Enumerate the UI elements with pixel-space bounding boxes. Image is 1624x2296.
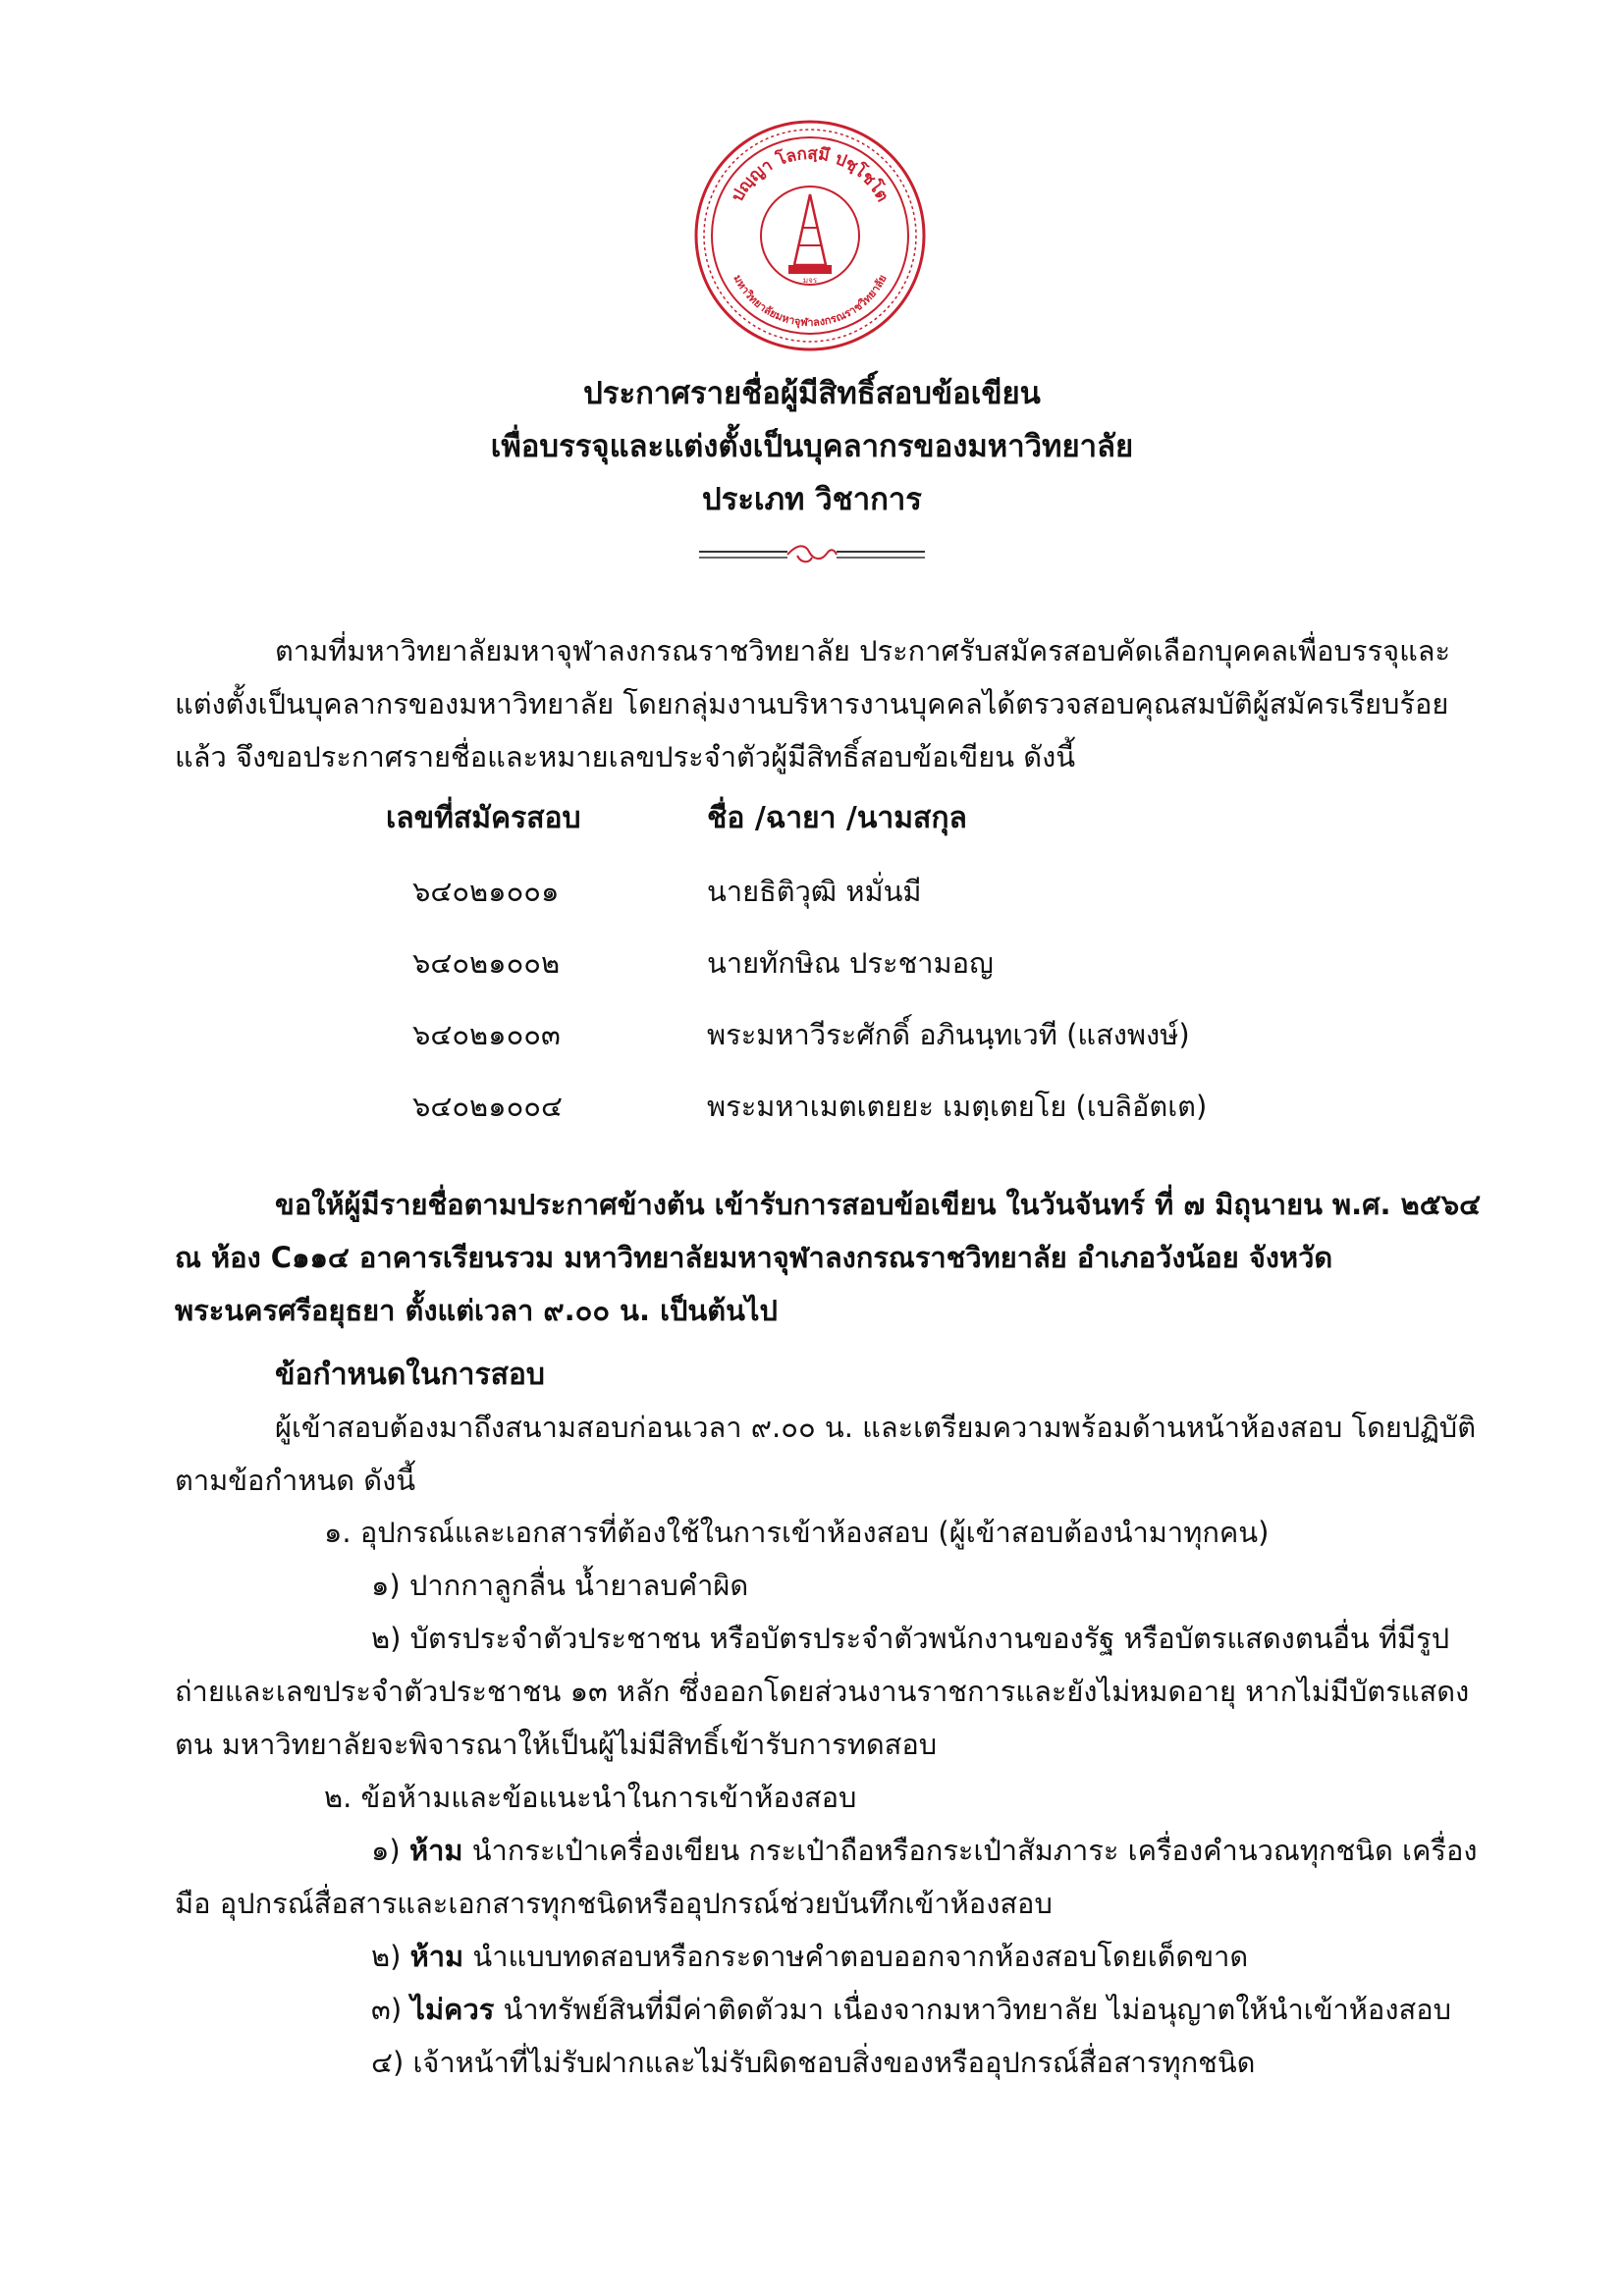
rule-item-2-3-number: ๓) [371, 1993, 403, 2026]
rule-item-2-1-text: นำกระเป๋าเครื่องเขียน กระเป๋าถือหรือกระเป๋าสัมภาระ เครื่องคำนวณทุกชนิด เครื่องมือ อุปกรณ์สื่อสารและเอกสารทุกชนิดหรืออุปกรณ์ช่วยบันทึกเข้าห้องสอบ [175, 1834, 1478, 1920]
seal-center-text: มจร [802, 276, 818, 285]
seal-top-text: ปญฺญา โลกสฺมึ ปชฺโชโต [728, 143, 893, 206]
rules-heading: ข้อกำหนดในการสอบ [275, 1358, 545, 1392]
seal-bottom-text: มหาวิทยาลัยมหาจุฬาลงกรณราชวิทยาลัย [731, 272, 890, 330]
table-row-id: ๖๔๐๒๑๐๐๑ [412, 875, 560, 908]
table-row-id: ๖๔๐๒๑๐๐๓ [412, 1018, 561, 1051]
table-row-id: ๖๔๐๒๑๐๐๔ [412, 1090, 563, 1123]
rule-item-2-2 [371, 1930, 1248, 1983]
exam-notice-paragraph: ขอให้ผู้มีรายชื่อตามประกาศข้างต้น เข้ารับการสอบข้อเขียน ในวันจันทร์ ที่ ๗ มิถุนายน พ.ศ. ๒๕๖๔ ณ ห้อง C๑๑๔ อาคารเรียนรวม มหาวิทยาลัยมหาจุฬาลงกรณราชวิทยาลัย อำเภอวังน้อย จังหวัดพระนครศรีอยุธยา ตั้งแต่เวลา ๙.๐๐ น. เป็นต้นไป [175, 1188, 1482, 1327]
table-header-name: ชื่อ /ฉายา /นามสกุล [707, 801, 967, 835]
intro-paragraph: ตามที่มหาวิทยาลัยมหาจุฬาลงกรณราชวิทยาลัย ประกาศรับสมัครสอบคัดเลือกบุคคลเพื่อบรรจุและแต่งตั้งเป็นบุคลากรของมหาวิทยาลัย โดยกลุ่มงานบริหารงานบุคคลได้ตรวจสอบคุณสมบัติผู้สมัครเรียบร้อยแล้ว จึงขอประกาศรายชื่อและหมายเลขประจำตัวผู้มีสิทธิ์สอบข้อเขียน ดังนี้ [175, 634, 1451, 774]
rule-item-2-1-keyword: ห้าม [408, 1834, 463, 1867]
title-line-3: ประเภท วิชาการ [702, 482, 922, 517]
rule-item-2-3 [371, 1983, 1451, 2036]
rule-item-2-3-keyword: ไม่ควร [410, 1993, 495, 2026]
table-row-name: พระมหาวีระศักดิ์ อภินนฺทเวที (แสงพงษ์) [707, 1018, 1190, 1051]
rules-intro-paragraph: ผู้เข้าสอบต้องมาถึงสนามสอบก่อนเวลา ๙.๐๐ น. และเตรียมความพร้อมด้านหน้าห้องสอบ โดยปฏิบัติตามข้อกำหนด ดังนี้ [175, 1411, 1477, 1497]
table-row-name: นายทักษิณ ประชามอญ [707, 946, 994, 980]
rule-item-1-2: ๒) บัตรประจำตัวประชาชน หรือบัตรประจำตัวพนักงานของรัฐ หรือบัตรแสดงตนอื่น ที่มีรูปถ่ายและเลขประจำตัวประชาชน ๑๓ หลัก ซึ่งออกโดยส่วนงานราชการและยังไม่หมดอายุ หากไม่มีบัตรแสดงตน มหาวิทยาลัยจะพิจารณาให้เป็นผู้ไม่มีสิทธิ์เข้ารับการทดสอบ [175, 1622, 1470, 1761]
rule-item-2-2-number: ๒) [371, 1940, 402, 1973]
rule-item-1: ๑. อุปกรณ์และเอกสารที่ต้องใช้ในการเข้าห้องสอบ (ผู้เข้าสอบต้องนำมาทุกคน) [324, 1516, 1270, 1549]
rule-item-2-3-text: นำทรัพย์สินที่มีค่าติดตัวมา เนื่องจากมหาวิทยาลัย ไม่อนุญาตให้นำเข้าห้องสอบ [503, 1993, 1452, 2026]
rule-item-2-2-keyword: ห้าม [409, 1940, 464, 1973]
rule-item-2-4: ๔) เจ้าหน้าที่ไม่รับฝากและไม่รับผิดชอบสิ่งของหรืออุปกรณ์สื่อสารทุกชนิด [371, 2046, 1256, 2079]
table-row-name: พระมหาเมตเตยยะ เมตฺเตยโย (เบลิอัตเต) [707, 1090, 1208, 1123]
title-line-2: เพื่อบรรจุและแต่งตั้งเป็นบุคลากรของมหาวิทยาลัย [490, 429, 1134, 464]
university-seal-logo [692, 118, 928, 353]
rule-item-2-1 [175, 1824, 1496, 1930]
rule-item-1-1: ๑) ปากกาลูกลื่น น้ำยาลบคำผิด [371, 1569, 749, 1602]
ornament-divider [699, 540, 925, 569]
table-row-id: ๖๔๐๒๑๐๐๒ [412, 946, 561, 980]
title-line-1: ประกาศรายชื่อผู้มีสิทธิ์สอบข้อเขียน [583, 376, 1041, 411]
table-row-name: นายธิติวุฒิ หมั่นมี [707, 875, 922, 908]
rule-item-2-1-number: ๑) [371, 1834, 401, 1867]
table-header-application-number: เลขที่สมัครสอบ [386, 801, 581, 835]
rule-item-2-2-text: นำแบบทดสอบหรือกระดาษคำตอบออกจากห้องสอบโดยเด็ดขาด [472, 1940, 1249, 1973]
rule-item-2: ๒. ข้อห้ามและข้อแนะนำในการเข้าห้องสอบ [324, 1781, 857, 1814]
